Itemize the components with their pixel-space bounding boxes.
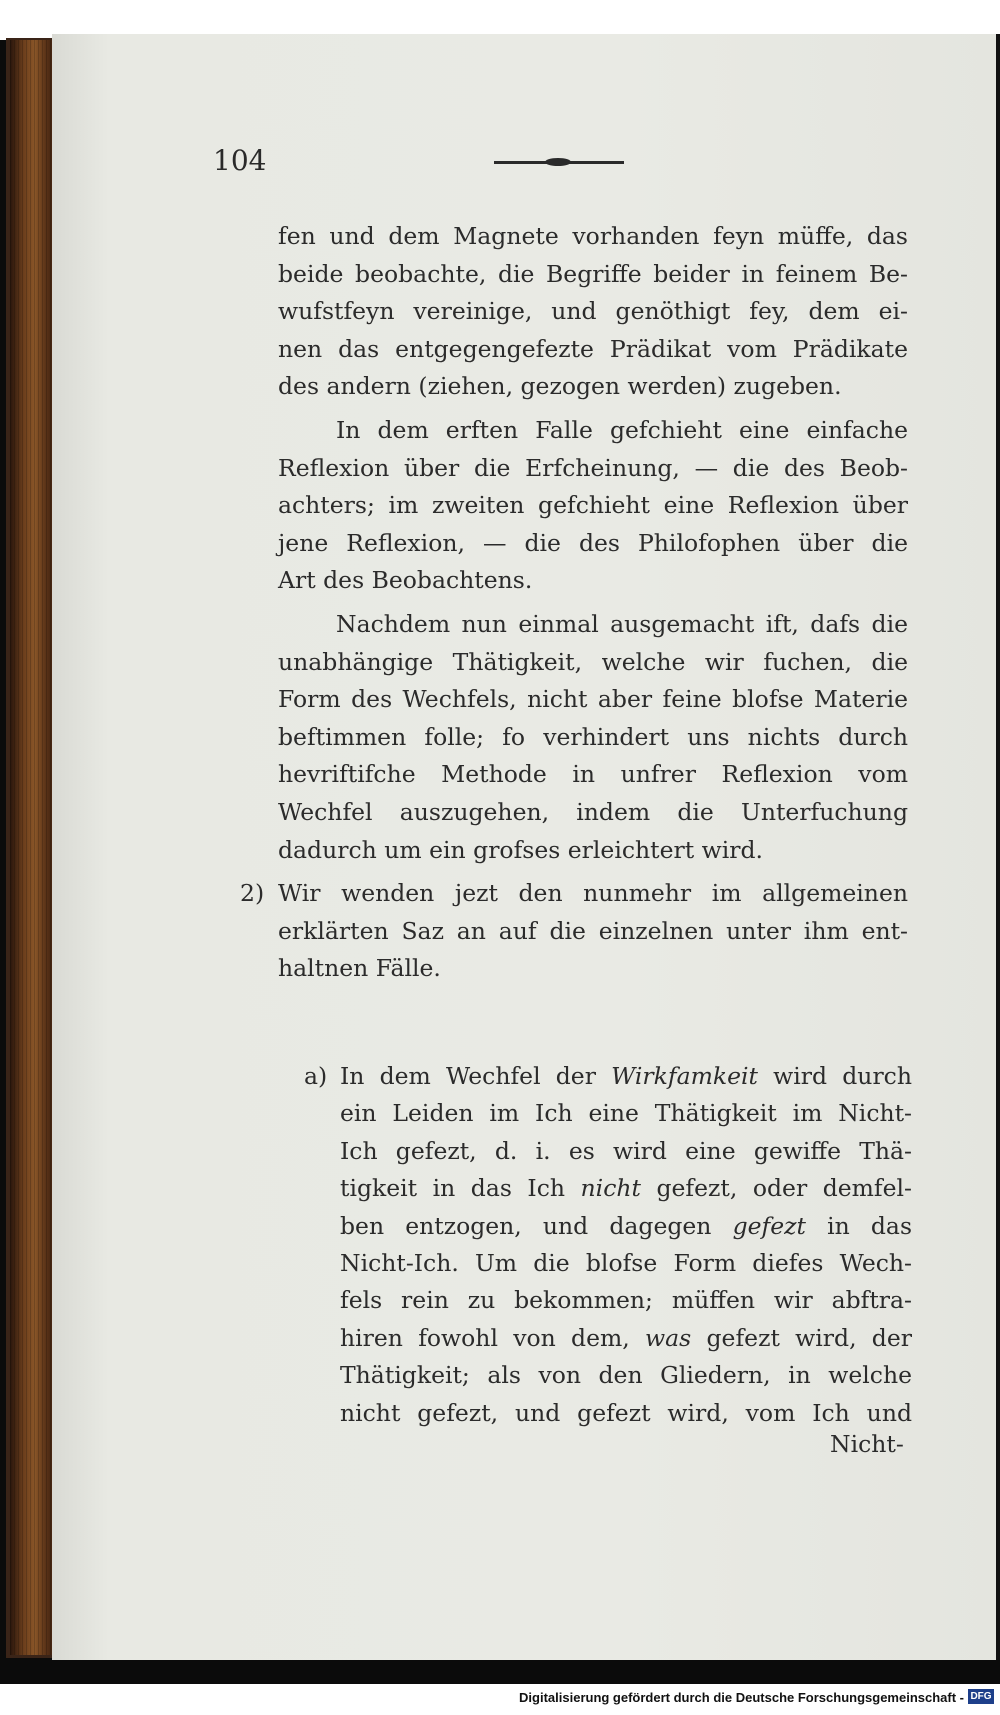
list-marker-2: 2) — [240, 879, 265, 908]
text-line: In dem erften Falle gefchieht eine einfache — [336, 415, 908, 444]
text-line: ein Leiden im Ich eine Thätigkeit im Nicht- — [340, 1099, 912, 1128]
paragraph-4-item-2 — [240, 875, 908, 988]
text-line: nicht gefezt, und gefezt wird, vom Ich und — [340, 1398, 912, 1427]
list-marker-a: a) — [304, 1062, 328, 1090]
text-line: dadurch um ein grofses erleichtert wird. — [278, 835, 764, 864]
text-line: nen das entgegengefezte Prädikat vom Prädikate — [278, 334, 908, 363]
text-segment: hiren fowohl von dem, — [340, 1323, 630, 1352]
emphasis: gefezt — [732, 1211, 806, 1240]
right-border — [996, 34, 1000, 1660]
text-line — [340, 1208, 912, 1245]
page-number: 104 — [213, 144, 267, 177]
text-line — [340, 1320, 912, 1357]
text-line: achters; im zweiten gefchieht eine Reflexion über — [278, 491, 908, 520]
text-segment: wird durch — [773, 1062, 912, 1090]
paragraph-3 — [278, 606, 908, 869]
text-line: beide beobachte, die Begriffe beider in feinem Be- — [278, 259, 908, 288]
text-line: Art des Beobachtens. — [278, 566, 533, 595]
text-line — [340, 1058, 912, 1095]
text-line: unabhängige Thätigkeit, welche wir fuchen, die — [278, 647, 908, 676]
body-text — [240, 218, 908, 994]
header-ornament — [545, 158, 571, 166]
page-edges-texture — [10, 40, 55, 1655]
text-line: Nicht-Ich. Um die blofse Form diefes Wech- — [340, 1249, 912, 1278]
text-line: Form des Wechfels, nicht aber feine blofse Materie — [278, 685, 908, 714]
text-line: fen und dem Magnete vorhanden feyn müffe, das — [278, 222, 908, 250]
text-line: erklärten Saz an auf die einzelnen unter ihm ent- — [278, 916, 908, 945]
paragraph-1 — [278, 218, 908, 406]
emphasis: was — [645, 1323, 692, 1352]
text-segment: In dem Wechfel der — [340, 1062, 596, 1090]
text-line: Wir wenden jezt den nunmehr im allgemeinen — [278, 879, 908, 908]
text-line: haltnen Fälle. — [278, 954, 441, 983]
text-line: Thätigkeit; als von den Gliedern, in welche — [340, 1361, 912, 1390]
text-line: jene Reflexion, — die des Philofophen über die — [278, 528, 908, 557]
dfg-logo-icon: DFG — [968, 1689, 994, 1704]
catchword: Nicht- — [830, 1430, 904, 1458]
paragraph-2 — [278, 412, 908, 600]
text-line: Nachdem nun einmal ausgemacht ift, dafs die — [336, 609, 908, 638]
text-segment: tigkeit in das Ich — [340, 1174, 566, 1203]
funding-credit: Digitalisierung gefördert durch die Deutsche Forschungsgemeinschaft - — [519, 1690, 964, 1705]
text-line: Ich gefezt, d. i. es wird eine gewiffe Thä- — [340, 1136, 912, 1165]
text-line: wufstfeyn vereinige, und genöthigt fey, dem ei- — [278, 297, 908, 326]
text-line: fels rein zu bekommen; müffen wir abftra- — [340, 1286, 912, 1315]
text-segment: gefezt wird, der — [706, 1323, 912, 1352]
emphasis: nicht — [580, 1174, 641, 1203]
sub-item-a — [304, 1058, 912, 1432]
emphasis: Wirkfamkeit — [611, 1062, 758, 1090]
text-line — [340, 1170, 912, 1207]
text-segment: ben entzogen, und dagegen — [340, 1211, 712, 1240]
text-line: hevriftifche Methode in unfrer Reflexion vom — [278, 760, 908, 789]
text-segment: in das — [827, 1211, 912, 1240]
text-line: Wechfel auszugehen, indem die Unterfuchung — [278, 797, 908, 826]
text-line: beftimmen folle; fo verhindert uns nichts durch — [278, 722, 908, 751]
text-segment: gefezt, oder demfel- — [656, 1174, 912, 1203]
text-line: Reflexion über die Erfcheinung, — die des Beob- — [278, 453, 908, 482]
text-line: des andern (ziehen, gezogen werden) zugeben. — [278, 372, 842, 401]
